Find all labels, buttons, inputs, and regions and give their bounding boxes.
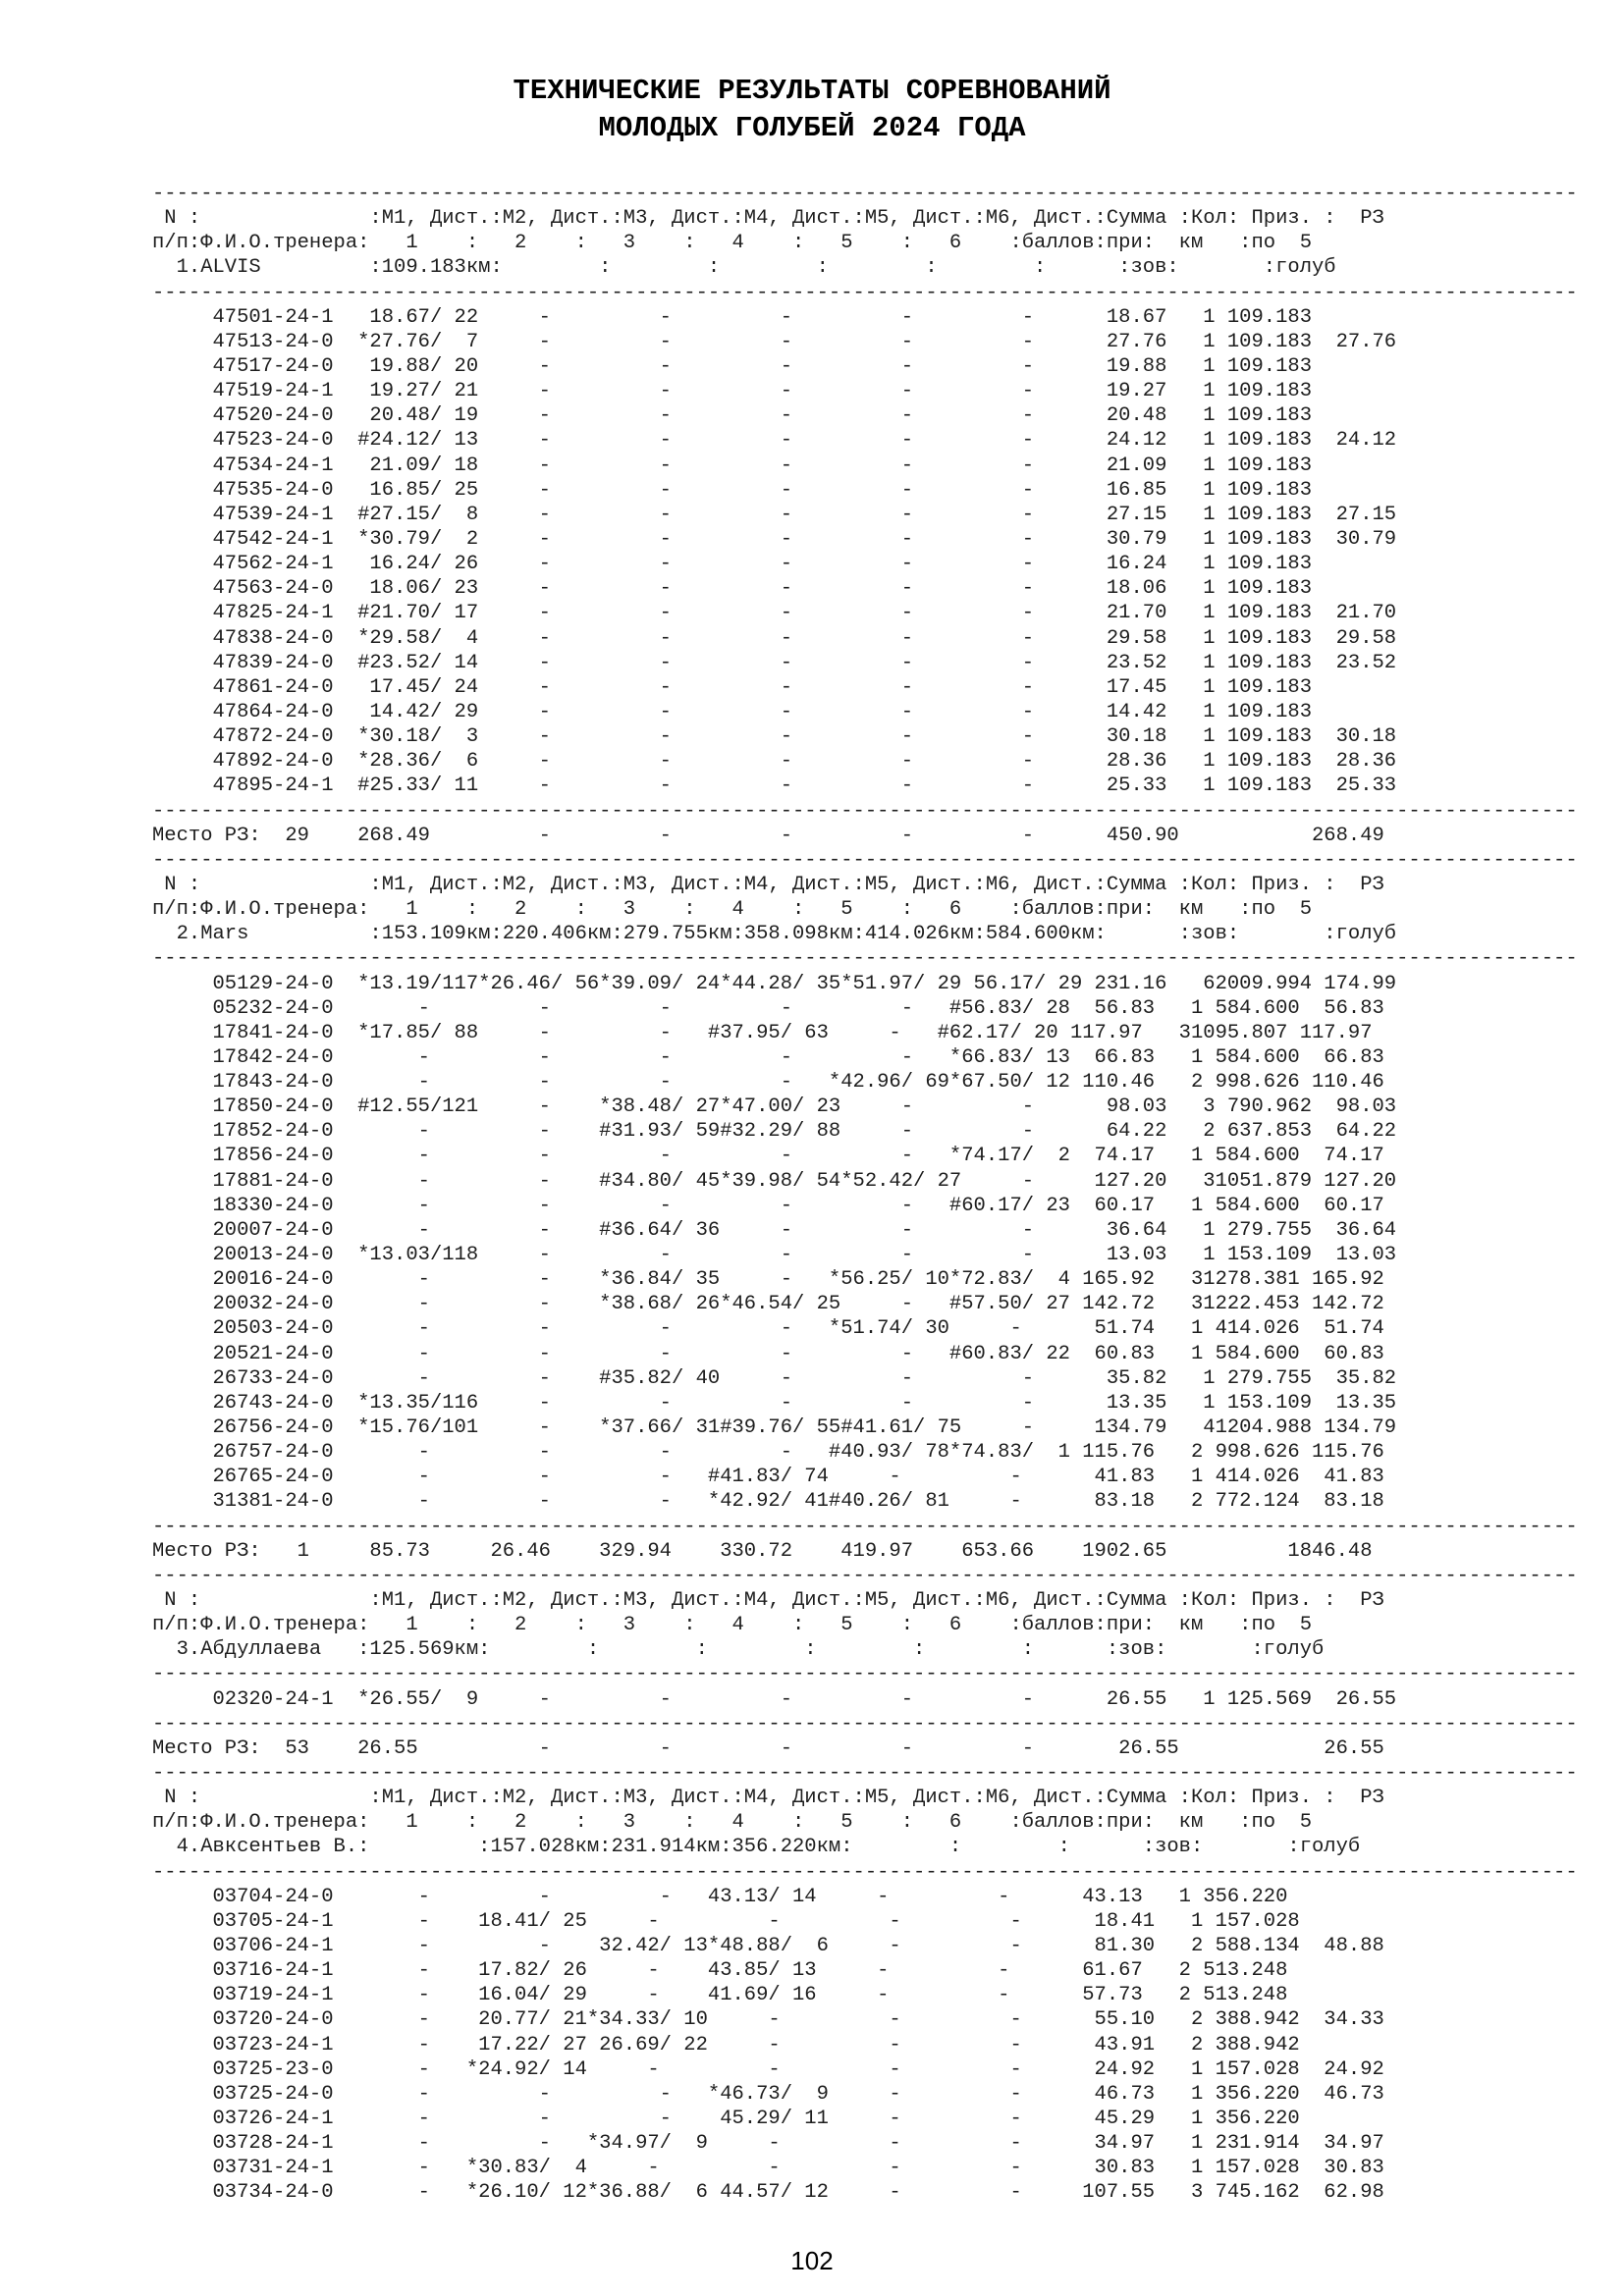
table-row: 20032-24-0 - - *38.68/ 26*46.54/ 25 - #57.50/ 27 142.72 31222.453 142.72 (152, 1293, 1384, 1316)
table-header-row: N : :М1, Дист.:М2, Дист.:М3, Дист.:М4, Дист.:М5, Дист.:М6, Дист.:Сумма :Кол: Приз. : РЗ (152, 1589, 1384, 1613)
table-row: 17881-24-0 - - #34.80/ 45*39.98/ 54*52.42/ 27 - 127.20 31051.879 127.20 (152, 1169, 1397, 1193)
table-row: 26756-24-0 *15.76/101 - *37.66/ 31#39.76/ 55#41.61/ 75 - 134.79 41204.988 134.79 (152, 1416, 1397, 1440)
table-row: 47839-24-0 #23.52/ 14 - - - - - 23.52 1 109.183 23.52 (152, 651, 1397, 674)
table-header-row: п/п:Ф.И.О.тренера: 1 : 2 : 3 : 4 : 5 : 6 :баллов:при: км :по 5 (152, 1811, 1312, 1835)
table-row: 47501-24-1 18.67/ 22 - - - - - 18.67 1 109.183 (152, 305, 1312, 329)
table-row: 47872-24-0 *30.18/ 3 - - - - - 30.18 1 109.183 30.18 (152, 725, 1397, 749)
table-row: 17850-24-0 #12.55/121 - *38.48/ 27*47.00/ 23 - - 98.03 3 790.962 98.03 (152, 1095, 1397, 1119)
team-total-row: Место РЗ: 1 85.73 26.46 329.94 330.72 419.97 653.66 1902.65 1846.48 (152, 1539, 1373, 1563)
table-row: 31381-24-0 - - - *42.92/ 41#40.26/ 81 - 83.18 2 772.124 83.18 (152, 1490, 1384, 1514)
table-row: 03726-24-1 - - - 45.29/ 11 - - 45.29 1 356.220 (152, 2107, 1300, 2130)
team-total-row: Место РЗ: 53 26.55 - - - - - 26.55 26.55 (152, 1736, 1384, 1760)
table-row: 17841-24-0 *17.85/ 88 - - #37.95/ 63 - #62.17/ 20 117.97 31095.807 117.97 (152, 1021, 1373, 1044)
report-title-line-1: ТЕХНИЧЕСКИЕ РЕЗУЛЬТАТЫ СОРЕВНОВАНИЙ (513, 75, 1111, 107)
table-row: 20007-24-0 - - #36.64/ 36 - - - 36.64 1 279.755 36.64 (152, 1218, 1397, 1242)
table-row: 47517-24-0 19.88/ 20 - - - - - 19.88 1 109.183 (152, 354, 1312, 378)
table-row: 26733-24-0 - - #35.82/ 40 - - - 35.82 1 279.755 35.82 (152, 1366, 1397, 1390)
table-row: 03723-24-1 - 17.22/ 27 26.69/ 22 - - - 43.91 2 388.942 (152, 2033, 1300, 2056)
table-header-row: N : :М1, Дист.:М2, Дист.:М3, Дист.:М4, Дист.:М5, Дист.:М6, Дист.:Сумма :Кол: Приз. : РЗ (152, 207, 1384, 231)
table-row: 47519-24-1 19.27/ 21 - - - - - 19.27 1 109.183 (152, 380, 1312, 403)
table-row: 03706-24-1 - - 32.42/ 13*48.88/ 6 - - 81.30 2 588.134 48.88 (152, 1934, 1384, 1957)
table-row: 47539-24-1 #27.15/ 8 - - - - - 27.15 1 109.183 27.15 (152, 503, 1397, 526)
report-title-line-2: МОЛОДЫХ ГОЛУБЕЙ 2024 ГОДА (598, 112, 1026, 144)
table-row: 47513-24-0 *27.76/ 7 - - - - - 27.76 1 109.183 27.76 (152, 330, 1397, 353)
page-number: 102 (790, 2246, 834, 2275)
table-row: 47523-24-0 #24.12/ 13 - - - - - 24.12 1 109.183 24.12 (152, 429, 1397, 453)
table-row: 26765-24-0 - - - #41.83/ 74 - - 41.83 1 414.026 41.83 (152, 1466, 1384, 1489)
table-divider: ---------------------------------------------------------------------------------------------------------------------- (152, 1762, 1578, 1785)
table-row: 03719-24-1 - 16.04/ 29 - 41.69/ 16 - - 57.73 2 513.248 (152, 1984, 1288, 2007)
table-divider: ---------------------------------------------------------------------------------------------------------------------- (152, 1564, 1578, 1587)
team-header-row: 4.Авксентьев В.: :157.028км:231.914км:356.220км: : : :зов: :голуб (152, 1836, 1361, 1859)
table-row: 26743-24-0 *13.35/116 - - - - - 13.35 1 153.109 13.35 (152, 1391, 1397, 1415)
team-total-row: Место РЗ: 29 268.49 - - - - - 450.90 268.49 (152, 824, 1384, 847)
table-row: 47861-24-0 17.45/ 24 - - - - - 17.45 1 109.183 (152, 675, 1312, 699)
table-row: 03734-24-0 - *26.10/ 12*36.88/ 6 44.57/ 12 - - 107.55 3 745.162 62.98 (152, 2181, 1384, 2205)
table-row: 03704-24-0 - - - 43.13/ 14 - - 43.13 1 356.220 (152, 1885, 1288, 1908)
table-row: 03725-24-0 - - - *46.73/ 9 - - 46.73 1 356.220 46.73 (152, 2082, 1384, 2106)
results-table (152, 182, 1578, 2206)
table-row: 03716-24-1 - 17.82/ 26 - 43.85/ 13 - - 61.67 2 513.248 (152, 1959, 1288, 1983)
team-header-row: 1.ALVIS :109.183км: : : : : : :зов: :голуб (152, 256, 1336, 280)
table-row: 20016-24-0 - - *36.84/ 35 - *56.25/ 10*72.83/ 4 165.92 31278.381 165.92 (152, 1268, 1384, 1292)
table-divider: ---------------------------------------------------------------------------------------------------------------------- (152, 1663, 1578, 1686)
table-row: 03725-23-0 - *24.92/ 14 - - - - 24.92 1 157.028 24.92 (152, 2057, 1384, 2081)
table-row: 47542-24-1 *30.79/ 2 - - - - - 30.79 1 109.183 30.79 (152, 527, 1397, 551)
table-header-row: п/п:Ф.И.О.тренера: 1 : 2 : 3 : 4 : 5 : 6 :баллов:при: км :по 5 (152, 1614, 1312, 1637)
table-row: 47562-24-1 16.24/ 26 - - - - - 16.24 1 109.183 (152, 553, 1312, 576)
team-header-row: 2.Mars :153.109км:220.406км:279.755км:358.098км:414.026км:584.600км: :зов: :голуб (152, 923, 1397, 946)
table-header-row: N : :М1, Дист.:М2, Дист.:М3, Дист.:М4, Дист.:М5, Дист.:М6, Дист.:Сумма :Кол: Приз. : РЗ (152, 1787, 1384, 1810)
table-row: 17842-24-0 - - - - - *66.83/ 13 66.83 1 584.600 66.83 (152, 1045, 1384, 1069)
table-row: 47825-24-1 #21.70/ 17 - - - - - 21.70 1 109.183 21.70 (152, 602, 1397, 625)
table-row: 03720-24-0 - 20.77/ 21*34.33/ 10 - - - 55.10 2 388.942 34.33 (152, 2008, 1384, 2032)
table-header-row: N : :М1, Дист.:М2, Дист.:М3, Дист.:М4, Дист.:М5, Дист.:М6, Дист.:Сумма :Кол: Приз. : РЗ (152, 873, 1384, 896)
table-row: 20013-24-0 *13.03/118 - - - - - 13.03 1 153.109 13.03 (152, 1244, 1397, 1267)
table-row: 05129-24-0 *13.19/117*26.46/ 56*39.09/ 24*44.28/ 35*51.97/ 29 56.17/ 29 231.16 62009.994 174.99 (152, 972, 1397, 995)
table-row: 47520-24-0 20.48/ 19 - - - - - 20.48 1 109.183 (152, 404, 1312, 428)
table-row: 20503-24-0 - - - - *51.74/ 30 - 51.74 1 414.026 51.74 (152, 1317, 1384, 1341)
table-row: 03728-24-1 - - *34.97/ 9 - - - 34.97 1 231.914 34.97 (152, 2132, 1384, 2156)
table-divider: ---------------------------------------------------------------------------------------------------------------------- (152, 848, 1578, 872)
table-row: 26757-24-0 - - - - #40.93/ 78*74.83/ 1 115.76 2 998.626 115.76 (152, 1441, 1384, 1465)
table-row: 47563-24-0 18.06/ 23 - - - - - 18.06 1 109.183 (152, 577, 1312, 601)
table-row: 05232-24-0 - - - - - #56.83/ 28 56.83 1 584.600 56.83 (152, 996, 1384, 1020)
table-divider: ---------------------------------------------------------------------------------------------------------------------- (152, 1712, 1578, 1735)
table-row: 03705-24-1 - 18.41/ 25 - - - - 18.41 1 157.028 (152, 1909, 1300, 1933)
table-row: 18330-24-0 - - - - - #60.17/ 23 60.17 1 584.600 60.17 (152, 1194, 1384, 1217)
table-divider: ---------------------------------------------------------------------------------------------------------------------- (152, 281, 1578, 304)
table-row: 47895-24-1 #25.33/ 11 - - - - - 25.33 1 109.183 25.33 (152, 774, 1397, 798)
table-divider: ---------------------------------------------------------------------------------------------------------------------- (152, 183, 1578, 205)
table-row: 47864-24-0 14.42/ 29 - - - - - 14.42 1 109.183 (152, 700, 1312, 723)
table-divider: ---------------------------------------------------------------------------------------------------------------------- (152, 1860, 1578, 1884)
table-row: 17843-24-0 - - - - *42.96/ 69*67.50/ 12 110.46 2 998.626 110.46 (152, 1071, 1384, 1095)
report-title (0, 73, 1624, 147)
table-header-row: п/п:Ф.И.О.тренера: 1 : 2 : 3 : 4 : 5 : 6 :баллов:при: км :по 5 (152, 232, 1312, 255)
table-row: 03731-24-1 - *30.83/ 4 - - - - 30.83 1 157.028 30.83 (152, 2157, 1384, 2180)
table-row: 47892-24-0 *28.36/ 6 - - - - - 28.36 1 109.183 28.36 (152, 750, 1397, 774)
table-row: 17856-24-0 - - - - - *74.17/ 2 74.17 1 584.600 74.17 (152, 1145, 1384, 1168)
table-divider: ---------------------------------------------------------------------------------------------------------------------- (152, 947, 1578, 971)
table-row: 47535-24-0 16.85/ 25 - - - - - 16.85 1 109.183 (152, 478, 1312, 502)
table-row: 47534-24-1 21.09/ 18 - - - - - 21.09 1 109.183 (152, 454, 1312, 477)
table-row: 47838-24-0 *29.58/ 4 - - - - - 29.58 1 109.183 29.58 (152, 626, 1397, 650)
table-header-row: п/п:Ф.И.О.тренера: 1 : 2 : 3 : 4 : 5 : 6 :баллов:при: км :по 5 (152, 898, 1312, 922)
team-header-row: 3.Абдуллаева :125.569км: : : : : : :зов: :голуб (152, 1638, 1325, 1662)
table-row: 20521-24-0 - - - - - #60.83/ 22 60.83 1 584.600 60.83 (152, 1342, 1384, 1365)
table-divider: ---------------------------------------------------------------------------------------------------------------------- (152, 1515, 1578, 1538)
table-divider: ---------------------------------------------------------------------------------------------------------------------- (152, 799, 1578, 823)
table-row: 17852-24-0 - - #31.93/ 59#32.29/ 88 - - 64.22 2 637.853 64.22 (152, 1120, 1397, 1144)
table-row: 02320-24-1 *26.55/ 9 - - - - - 26.55 1 125.569 26.55 (152, 1687, 1397, 1711)
